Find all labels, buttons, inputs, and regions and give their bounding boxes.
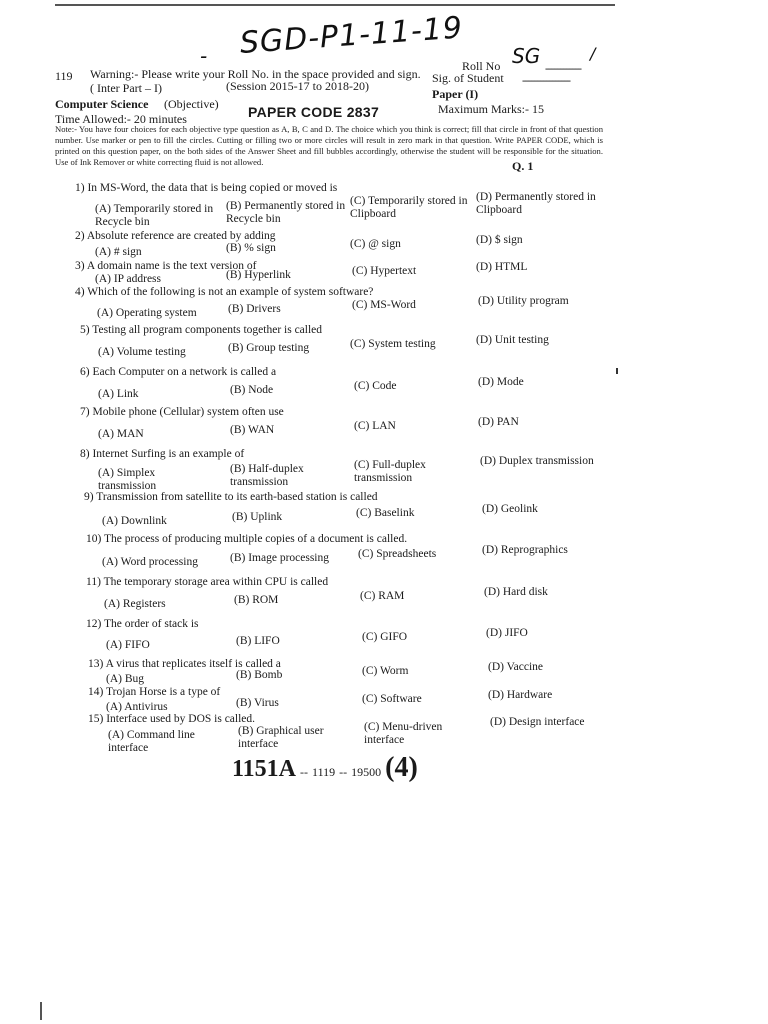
instructions-note: Note:- You have four choices for each objective type question as A, B, C and D. The choice which you think is correct; fill that circle in front of that question number. Use marker or pen to fill the circles. Cutting or filling two or more circles will result in zero mark in that question. Write PAPER CODE, which is printed on this question paper, on the both sides of the Answer Sheet and fill bubbles accordingly, otherwise the student will be responsible for the situation. Use of Ink Remover or white correcting fluid is not allowed.: [55, 124, 603, 167]
question-14-option-d: (D) Hardware: [488, 689, 553, 701]
signature-field: ----------------: [522, 73, 570, 87]
question-14-option-a: (A) Antivirus: [106, 701, 168, 713]
question-1-option-a: (A) Temporarily stored in Recycle bin: [95, 203, 214, 228]
question-12-option-c: (C) GIFO: [362, 631, 408, 643]
footer-code: 1151A: [232, 756, 297, 782]
question-7-option-c: (C) LAN: [354, 420, 396, 432]
handwritten-title: SGD-P1-11-19: [238, 10, 465, 61]
footer-separator: --: [300, 765, 309, 779]
question-9-text: 9) Transmission from satellite to its earth-based station is called: [84, 491, 378, 503]
question-13-option-d: (D) Vaccine: [488, 661, 544, 673]
question-14-text: 14) Trojan Horse is a type of: [88, 686, 221, 698]
question-15-option-b: (B) Graphical user interface: [238, 725, 324, 750]
question-8-option-c: (C) Full-duplex transmission: [354, 459, 426, 484]
question-6-option-b: (B) Node: [230, 384, 274, 396]
question-11-option-c: (C) RAM: [360, 590, 405, 602]
question-7-option-a: (A) MAN: [98, 428, 144, 440]
question-10-text: 10) The process of producing multiple copies of a document is called.: [86, 533, 408, 545]
question-1-option-c: (C) Temporarily stored in Clipboard: [350, 195, 468, 220]
top-border-line: [55, 4, 615, 6]
question-15-option-c: (C) Menu-driven interface: [364, 721, 443, 746]
time-allowed: Time Allowed:- 20 minutes: [55, 112, 187, 126]
footer-number-1: 1119: [312, 765, 336, 779]
question-3-text: 3) A domain name is the text version of: [75, 260, 257, 272]
handwritten-roll-number: SG: [512, 44, 541, 68]
question-11-option-b: (B) ROM: [234, 594, 279, 606]
question-4-option-b: (B) Drivers: [228, 303, 281, 315]
question-10-option-a: (A) Word processing: [102, 556, 198, 568]
question-2-option-d: (D) $ sign: [476, 234, 523, 246]
question-13-option-b: (B) Bomb: [236, 669, 283, 681]
question-5-option-b: (B) Group testing: [228, 342, 310, 354]
header-code-left: 119: [55, 69, 73, 83]
question-14-option-c: (C) Software: [362, 693, 422, 705]
question-12-option-b: (B) LIFO: [236, 635, 280, 647]
question-6-option-a: (A) Link: [98, 388, 139, 400]
question-8-option-b: (B) Half-duplex transmission: [230, 463, 304, 488]
question-5-option-d: (D) Unit testing: [476, 334, 549, 346]
question-2-option-a: (A) # sign: [95, 246, 142, 258]
question-6-option-d: (D) Mode: [478, 376, 524, 388]
question-2-option-c: (C) @ sign: [350, 238, 401, 250]
question-13-option-c: (C) Worm: [362, 665, 409, 677]
question-10-option-d: (D) Reprographics: [482, 544, 568, 556]
question-2-text: 2) Absolute reference are created by adding: [75, 230, 276, 242]
question-7-text: 7) Mobile phone (Cellular) system often use: [80, 406, 284, 418]
warning-text: Warning:- Please write your Roll No. in the space provided and sign.: [90, 67, 421, 81]
subject-title: Computer Science: [55, 97, 149, 111]
question-8-text: 8) Internet Surfing is an example of: [80, 448, 245, 460]
question-3-option-d: (D) HTML: [476, 261, 528, 273]
question-11-option-d: (D) Hard disk: [484, 586, 548, 598]
question-4-text: 4) Which of the following is not an example of system software?: [75, 286, 374, 298]
question-6-option-c: (C) Code: [354, 380, 397, 392]
question-8-option-a: (A) Simplex transmission: [98, 467, 157, 492]
question-12-option-d: (D) JIFO: [486, 627, 528, 639]
question-1-option-b: (B) Permanently stored in Recycle bin: [226, 200, 346, 225]
question-15-text: 15) Interface used by DOS is called.: [88, 713, 256, 725]
question-9-option-c: (C) Baselink: [356, 507, 415, 519]
question-6-text: 6) Each Computer on a network is called a: [80, 366, 277, 378]
footer-number-2: 19500: [351, 765, 382, 779]
roll-number-field: ------------: [545, 61, 581, 75]
footer-page-number: (4): [385, 752, 418, 783]
question-3-option-c: (C) Hypertext: [352, 265, 417, 277]
question-1-text: 1) In MS-Word, the data that is being copied or moved is: [75, 182, 338, 194]
question-5-option-a: (A) Volume testing: [98, 346, 186, 358]
question-13-text: 13) A virus that replicates itself is called a: [88, 658, 281, 670]
footer-separator: --: [339, 765, 348, 779]
question-8-option-d: (D) Duplex transmission: [480, 455, 594, 467]
scan-edge-mark: [40, 1002, 42, 1020]
question-10-option-c: (C) Spreadsheets: [358, 548, 437, 560]
question-14-option-b: (B) Virus: [236, 697, 279, 709]
question-10-option-b: (B) Image processing: [230, 552, 329, 564]
question-3-option-a: (A) IP address: [95, 273, 162, 285]
question-11-option-a: (A) Registers: [104, 598, 166, 610]
question-12-text: 12) The order of stack is: [86, 618, 199, 630]
question-4-option-a: (A) Operating system: [97, 307, 197, 319]
question-9-option-d: (D) Geolink: [482, 503, 538, 515]
handwritten-dash: -: [200, 44, 208, 68]
scan-speck: [616, 368, 618, 374]
question-13-option-a: (A) Bug: [106, 673, 145, 685]
question-15-option-a: (A) Command line interface: [108, 729, 195, 754]
question-12-option-a: (A) FIFO: [106, 639, 150, 651]
question-4-option-c: (C) MS-Word: [352, 299, 416, 311]
signature-label: Sig. of Student: [432, 71, 504, 85]
question-4-option-d: (D) Utility program: [478, 295, 569, 307]
paper-footer: [232, 752, 418, 784]
question-9-option-a: (A) Downlink: [102, 515, 167, 527]
session-label: (Session 2015-17 to 2018-20): [226, 79, 369, 93]
question-number: Q. 1: [512, 159, 534, 173]
question-5-text: 5) Testing all program components together is called: [80, 324, 323, 336]
paper-label: Paper (I): [432, 87, 479, 101]
part-label: ( Inter Part – I): [90, 81, 162, 95]
question-2-option-b: (B) % sign: [226, 242, 276, 254]
roll-number-label: Roll No: [462, 59, 501, 73]
question-7-option-b: (B) WAN: [230, 424, 275, 436]
question-3-option-b: (B) Hyperlink: [226, 269, 291, 281]
question-1-option-d: (D) Permanently stored in Clipboard: [476, 191, 596, 216]
question-9-option-b: (B) Uplink: [232, 511, 283, 523]
question-7-option-d: (D) PAN: [478, 416, 519, 428]
handwritten-mark: /: [590, 44, 596, 63]
paper-code: PAPER CODE 2837: [248, 104, 380, 120]
question-15-option-d: (D) Design interface: [490, 716, 585, 728]
subject-type: (Objective): [164, 97, 219, 111]
question-11-text: 11) The temporary storage area within CPU is called: [86, 576, 329, 588]
question-5-option-c: (C) System testing: [350, 338, 436, 350]
maximum-marks: Maximum Marks:- 15: [438, 102, 544, 116]
